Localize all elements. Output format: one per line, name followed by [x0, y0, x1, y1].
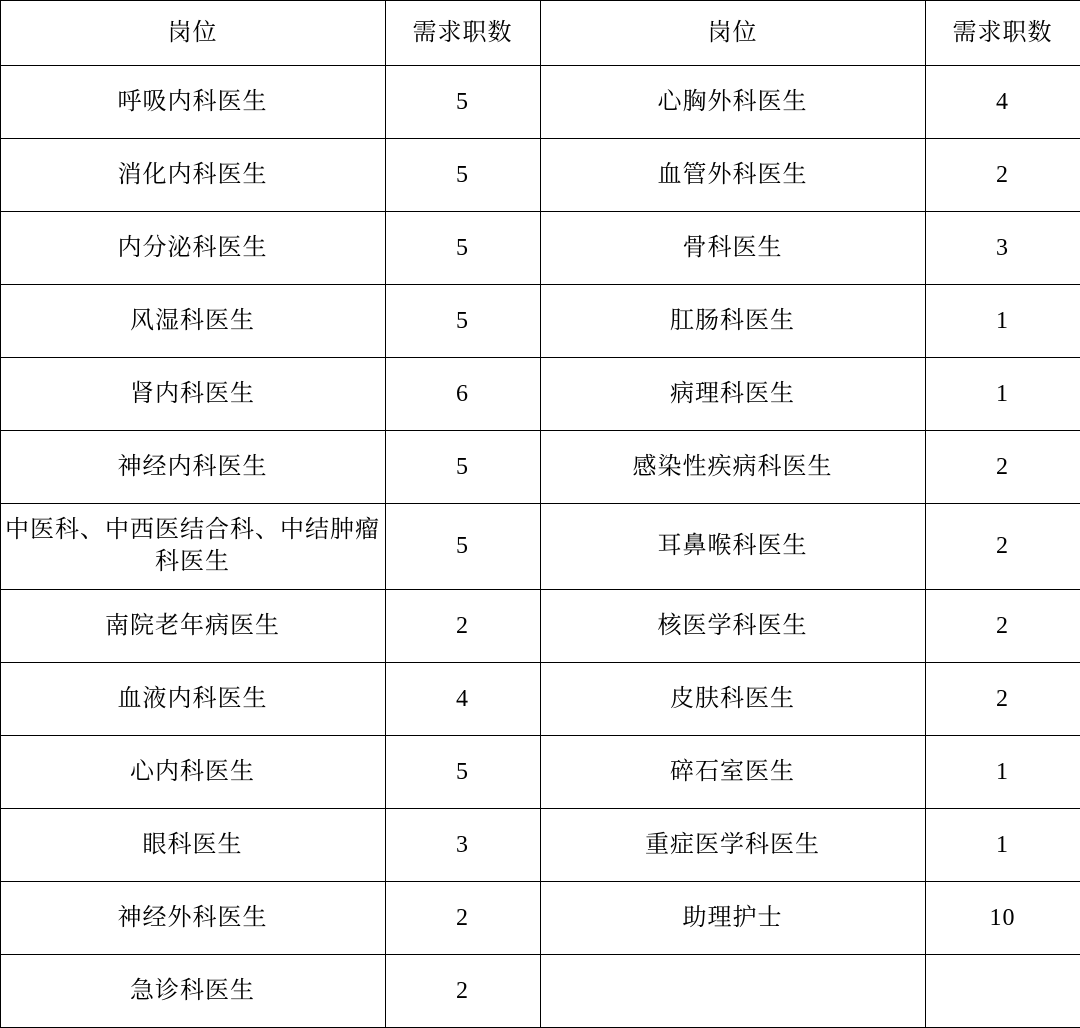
- cell-post-right: 骨科医生: [540, 212, 925, 285]
- table-body: [0, 66, 1080, 1028]
- cell-count-left: 2: [385, 881, 540, 954]
- cell-count-right: 1: [925, 285, 1080, 358]
- cell-post-right: 肛肠科医生: [540, 285, 925, 358]
- cell-post-right: 重症医学科医生: [540, 808, 925, 881]
- cell-count-right: 2: [925, 662, 1080, 735]
- cell-post-left: 南院老年病医生: [0, 589, 385, 662]
- table-row: [0, 808, 1080, 881]
- column-header-count-left: 需求职数: [385, 1, 540, 66]
- cell-count-left: 5: [385, 66, 540, 139]
- column-header-count-right: 需求职数: [925, 1, 1080, 66]
- table-row: [0, 954, 1080, 1027]
- cell-count-left: 2: [385, 589, 540, 662]
- cell-count-right: 2: [925, 504, 1080, 590]
- cell-post-right: 助理护士: [540, 881, 925, 954]
- cell-post-left: 神经外科医生: [0, 881, 385, 954]
- cell-post-right: 病理科医生: [540, 358, 925, 431]
- cell-post-left: 急诊科医生: [0, 954, 385, 1027]
- cell-count-left: 5: [385, 504, 540, 590]
- cell-post-left: 呼吸内科医生: [0, 66, 385, 139]
- cell-count-left: 5: [385, 139, 540, 212]
- table-row: [0, 881, 1080, 954]
- cell-count-right-empty: [925, 954, 1080, 1027]
- cell-count-right: 2: [925, 139, 1080, 212]
- cell-count-left: 5: [385, 285, 540, 358]
- table-row: [0, 662, 1080, 735]
- cell-post-left: 心内科医生: [0, 735, 385, 808]
- cell-post-right: 血管外科医生: [540, 139, 925, 212]
- cell-count-left: 2: [385, 954, 540, 1027]
- table-row: [0, 735, 1080, 808]
- cell-post-right: 碎石室医生: [540, 735, 925, 808]
- cell-post-left: 肾内科医生: [0, 358, 385, 431]
- cell-count-left: 5: [385, 431, 540, 504]
- cell-count-right: 2: [925, 431, 1080, 504]
- table-row: [0, 431, 1080, 504]
- cell-count-right: 2: [925, 589, 1080, 662]
- cell-count-right: 1: [925, 808, 1080, 881]
- cell-post-right: 核医学科医生: [540, 589, 925, 662]
- cell-count-right: 4: [925, 66, 1080, 139]
- cell-count-right: 10: [925, 881, 1080, 954]
- table-header-row: [0, 1, 1080, 66]
- cell-count-left: 5: [385, 212, 540, 285]
- cell-post-left: 消化内科医生: [0, 139, 385, 212]
- cell-count-right: 1: [925, 358, 1080, 431]
- table-header: [0, 1, 1080, 66]
- cell-post-left: 眼科医生: [0, 808, 385, 881]
- cell-post-right-empty: [540, 954, 925, 1027]
- cell-post-right: 皮肤科医生: [540, 662, 925, 735]
- cell-count-right: 1: [925, 735, 1080, 808]
- column-header-post-left: 岗位: [0, 1, 385, 66]
- table-row: [0, 589, 1080, 662]
- cell-count-left: 6: [385, 358, 540, 431]
- table-row: [0, 66, 1080, 139]
- cell-count-left: 5: [385, 735, 540, 808]
- cell-post-left: 血液内科医生: [0, 662, 385, 735]
- table-row: [0, 139, 1080, 212]
- cell-post-left: 风湿科医生: [0, 285, 385, 358]
- table-row: [0, 504, 1080, 590]
- cell-count-left: 3: [385, 808, 540, 881]
- cell-count-left: 4: [385, 662, 540, 735]
- table-row: [0, 212, 1080, 285]
- table-row: [0, 358, 1080, 431]
- cell-post-right: 感染性疾病科医生: [540, 431, 925, 504]
- cell-post-left: 中医科、中西医结合科、中结肿瘤科医生: [0, 504, 385, 590]
- cell-count-right: 3: [925, 212, 1080, 285]
- cell-post-right: 心胸外科医生: [540, 66, 925, 139]
- cell-post-right: 耳鼻喉科医生: [540, 504, 925, 590]
- cell-post-left: 内分泌科医生: [0, 212, 385, 285]
- table-row: [0, 285, 1080, 358]
- column-header-post-right: 岗位: [540, 1, 925, 66]
- cell-post-left: 神经内科医生: [0, 431, 385, 504]
